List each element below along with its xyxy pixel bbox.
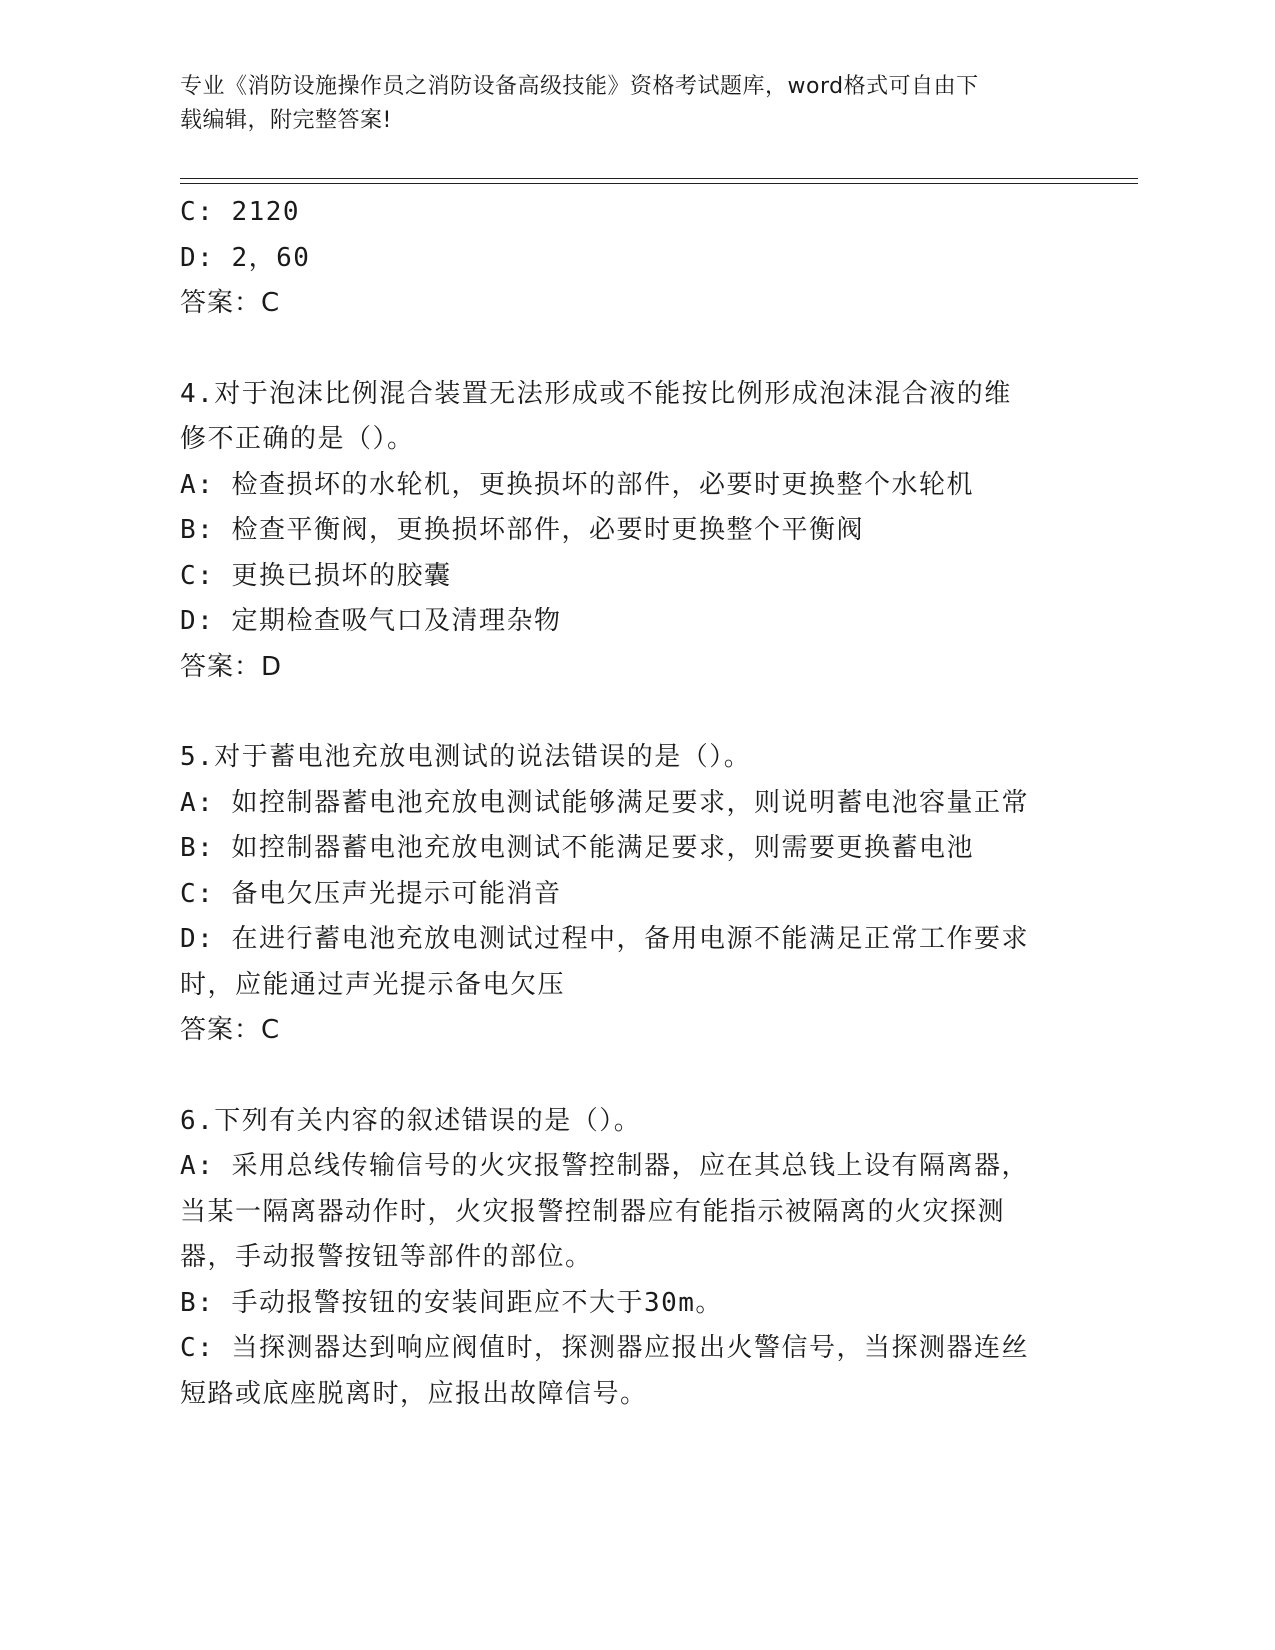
- option-a: A: 采用总线传输信号的火灾报警控制器，应在其总钱上设有隔离器，: [180, 1151, 1029, 1181]
- question-5: [180, 735, 1060, 1054]
- option-d: D: 2，60: [180, 242, 311, 273]
- option-c: C: 更换已损坏的胶囊: [180, 560, 452, 591]
- question-6: [180, 1099, 1060, 1418]
- question-spacer: [180, 1054, 1060, 1099]
- question-stem: 4.对于泡沫比例混合装置无法形成或不能按比例形成泡沫混合液的维: [180, 378, 1012, 409]
- document-body: [180, 190, 1060, 1417]
- option-a-cont: 当某一隔离器动作时，火灾报警控制器应有能指示被隔离的火灾探测: [180, 1196, 1006, 1227]
- option-c: C: 当探测器达到响应阀值时，探测器应报出火警信号，当探测器连丝: [180, 1333, 1029, 1363]
- question-stem-cont: 修不正确的是（）。: [180, 424, 415, 454]
- question-3-tail: [180, 190, 1060, 327]
- question-spacer: [180, 690, 1060, 735]
- option-d-cont: 时，应能通过声光提示备电欠压: [180, 969, 566, 1000]
- option-a: A: 如控制器蓄电池充放电测试能够满足要求，则说明蓄电池容量正常: [180, 787, 1029, 818]
- option-c: C: 备电欠压声光提示可能消音: [180, 878, 562, 909]
- question-spacer: [180, 327, 1060, 372]
- option-b: B: 检查平衡阀，更换损坏部件，必要时更换整个平衡阀: [180, 515, 864, 545]
- header-line-1: 专业《消防设施操作员之消防设备高级技能》资格考试题库，word格式可自由下: [180, 74, 979, 99]
- header-divider-bottom: [180, 183, 1138, 184]
- option-a-cont: 器，手动报警按钮等部件的部位。: [180, 1242, 593, 1272]
- option-b: B: 手动报警按钮的安装间距应不大于30m。: [180, 1287, 723, 1318]
- option-b: B: 如控制器蓄电池充放电测试不能满足要求，则需要更换蓄电池: [180, 833, 974, 863]
- question-4: [180, 372, 1060, 691]
- option-c: C: 2120: [180, 197, 301, 227]
- question-stem: 5.对于蓄电池充放电测试的说法错误的是（）。: [180, 742, 752, 772]
- answer: 答案：C: [180, 1015, 281, 1045]
- header-divider-top: [180, 178, 1138, 179]
- document-header: [180, 70, 1060, 138]
- answer: 答案：D: [180, 651, 283, 682]
- question-stem: 6.下列有关内容的叙述错误的是（）。: [180, 1105, 642, 1136]
- answer: 答案：C: [180, 288, 281, 318]
- option-a: A: 检查损坏的水轮机，更换损坏的部件，必要时更换整个水轮机: [180, 469, 974, 500]
- option-c-cont: 短路或底座脱离时，应报出故障信号。: [180, 1378, 648, 1409]
- option-d: D: 在进行蓄电池充放电测试过程中，备用电源不能满足正常工作要求: [180, 924, 1029, 954]
- option-d: D: 定期检查吸气口及清理杂物: [180, 606, 562, 636]
- header-line-2: 载编辑，附完整答案!: [180, 108, 392, 133]
